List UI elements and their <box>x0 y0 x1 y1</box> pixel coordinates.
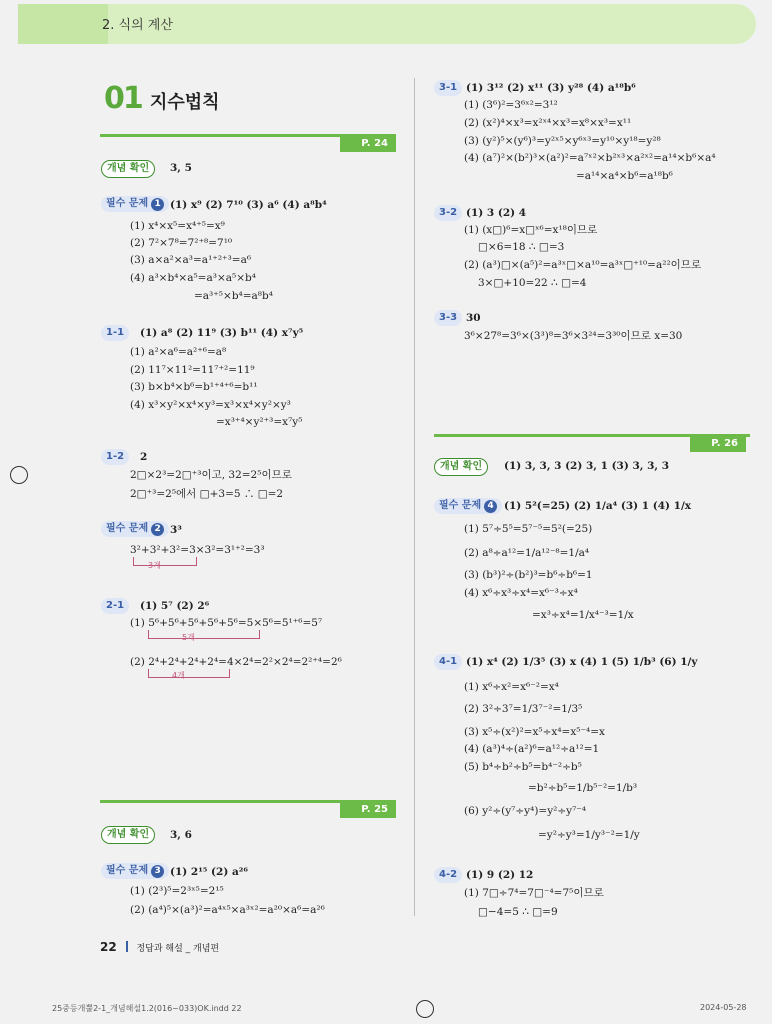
solution-line: (1) x⁶÷x²=x⁶⁻²=x⁴ <box>464 681 559 693</box>
solution-line: (1) (2³)⁵=2³ˣ⁵=2¹⁵ <box>130 885 224 897</box>
solution-line: (1) (3⁶)²=3⁶ˣ²=3¹² <box>464 99 558 111</box>
solution-line: (2) (a⁴)⁵×(a³)²=a⁴ˣ⁵×a³ˣ²=a²⁰×a⁶=a²⁶ <box>130 904 325 916</box>
solution-line: (2) a⁸÷a¹²=1/a¹²⁻⁸=1/a⁴ <box>464 547 590 559</box>
chapter-title: 2. 식의 계산 <box>102 18 173 33</box>
must-badge-4: 필수 문제 4 <box>434 498 502 514</box>
concept-badge: 개념 확인 <box>101 826 155 844</box>
registration-mark-icon <box>416 1000 434 1018</box>
answer: 3, 6 <box>170 829 192 841</box>
solution-line: (3) (y²)⁵×(y⁶)³=y²ˣ⁵×y⁶ˣ³=y¹⁰×y¹⁸=y²⁸ <box>464 135 661 147</box>
solution-line: (1) 5⁶+5⁶+5⁶+5⁶+5⁶=5×5⁶=5¹⁺⁶=5⁷ <box>130 617 323 629</box>
bracket <box>148 669 230 678</box>
answer: 30 <box>466 312 481 324</box>
answer: (1) x⁹ (2) 7¹⁰ (3) a⁶ (4) a⁸b⁴ <box>170 199 327 211</box>
solution-line: (3) b×b⁴×b⁶=b¹⁺⁴⁺⁶=b¹¹ <box>130 381 258 393</box>
solution-line: =a³⁺⁵×b⁴=a⁸b⁴ <box>194 290 273 302</box>
solution-line: □−4=5 ∴ □=9 <box>478 906 558 918</box>
solution-line: 3×□+10=22 ∴ □=4 <box>478 277 587 289</box>
solution-line: (1) x⁴×x⁵=x⁴⁺⁵=x⁹ <box>130 220 225 232</box>
answer: (1) x⁴ (2) 1/3⁵ (3) x (4) 1 (5) 1/b³ (6) 1/y <box>466 656 698 668</box>
problem-tag: 4-2 <box>434 867 462 883</box>
solution-line: (4) a³×b⁴×a⁵=a³×a⁵×b⁴ <box>130 272 256 284</box>
answer: 3³ <box>170 524 182 536</box>
file-slug: 25중등개뿔2-1_개념해설1.2(016~033)OK.indd 22 <box>52 1004 242 1013</box>
solution-line: =a¹⁴×a⁴×b⁶=a¹⁸b⁶ <box>576 170 673 182</box>
must-label: 필수 문제 <box>439 500 482 511</box>
problem-tag: 4-1 <box>434 654 462 670</box>
answer: (1) 3, 3, 3 (2) 3, 1 (3) 3, 3, 3 <box>504 460 670 472</box>
solution-line: (1) 5⁷÷5⁵=5⁷⁻⁵=5²(=25) <box>464 523 593 535</box>
solution-line: =x³÷x⁴=1/x⁴⁻³=1/x <box>532 609 634 621</box>
solution-line: (1) (x□)⁶=x□ˣ⁶=x¹⁸이므로 <box>464 224 598 236</box>
solution-line: =b²÷b⁵=1/b⁵⁻²=1/b³ <box>528 782 638 794</box>
registration-mark-icon <box>10 466 28 484</box>
solution-line: (2) (a³)□×(a⁵)²=a³ˣ□×a¹⁰=a³ˣ□⁺¹⁰=a²²이므로 <box>464 259 702 271</box>
solution-line: (1) 7□÷7⁴=7□⁻⁴=7⁵이므로 <box>464 887 604 899</box>
solution-line: (2) 7²×7⁸=7²⁺⁸=7¹⁰ <box>130 237 233 249</box>
count-mark: 3개 <box>148 561 161 570</box>
bracket <box>148 630 260 639</box>
section-number: 01 <box>104 81 142 116</box>
solution-line: (2) 3²÷3⁷=1/3⁷⁻²=1/3⁵ <box>464 703 583 715</box>
problem-tag: 3-1 <box>434 80 462 96</box>
solution-line: (4) x⁶÷x³÷x⁴=x⁶⁻³÷x⁴ <box>464 587 578 599</box>
solution-line: (4) (a⁷)²×(b²)³×(a²)²=a⁷ˣ²×b²ˣ³×a²ˣ²=a¹⁴×b⁶×a⁴ <box>464 152 716 164</box>
solution-line: 2□⁺³=2⁵에서 □+3=5 ∴ □=2 <box>130 488 284 500</box>
concept-badge: 개념 확인 <box>434 458 488 476</box>
problem-tag: 3-3 <box>434 310 462 326</box>
solution-line: 3⁶×27⁸=3⁶×(3³)⁸=3⁶×3²⁴=3³⁰이므로 x=30 <box>464 330 683 342</box>
answer: (1) 3¹² (2) x¹¹ (3) y²⁸ (4) a¹⁸b⁶ <box>466 82 636 94</box>
page-ref-25: P. 25 <box>340 802 396 818</box>
must-label: 필수 문제 <box>106 523 149 534</box>
page-ref-26: P. 26 <box>690 436 746 452</box>
solution-line: 3²+3²+3²=3×3²=3¹⁺²=3³ <box>130 544 265 556</box>
solution-line: (2) 11⁷×11²=11⁷⁺²=11⁹ <box>130 364 255 376</box>
page-ref-24: P. 24 <box>340 136 396 152</box>
bracket <box>133 557 197 566</box>
answer: (1) 9 (2) 12 <box>466 869 534 881</box>
column-divider <box>414 78 415 916</box>
footer-text: 정답과 해설 _ 개념편 <box>136 944 220 954</box>
print-date: 2024-05-28 <box>700 1003 747 1012</box>
problem-tag: 1-1 <box>101 325 129 341</box>
problem-tag: 3-2 <box>434 205 462 221</box>
solution-line: 2□×2³=2□⁺³이고, 32=2⁵이므로 <box>130 469 292 481</box>
must-badge-2: 필수 문제 2 <box>101 521 169 537</box>
answer: (1) 5²(=25) (2) 1/a⁴ (3) 1 (4) 1/x <box>504 500 692 512</box>
solution-line: □×6=18 ∴ □=3 <box>478 241 565 253</box>
count-mark: 4개 <box>172 671 185 680</box>
answer: 3, 5 <box>170 162 192 174</box>
answer: 2 <box>140 451 148 463</box>
problem-tag: 1-2 <box>101 449 129 465</box>
must-label: 필수 문제 <box>106 865 149 876</box>
must-badge-1: 필수 문제 1 <box>101 196 169 212</box>
solution-line: (4) x³×y²×x⁴×y³=x³×x⁴×y²×y³ <box>130 399 291 411</box>
page-footer <box>100 940 219 954</box>
answer: (1) a⁸ (2) 11⁹ (3) b¹¹ (4) x⁷y⁵ <box>140 327 304 339</box>
count-mark: 5개 <box>182 633 195 642</box>
solution-line: (2) (x²)⁴×x³=x²ˣ⁴×x³=x⁸×x³=x¹¹ <box>464 117 632 129</box>
solution-line: (4) (a³)⁴÷(a²)⁶=a¹²÷a¹²=1 <box>464 743 600 755</box>
solution-line: (3) x⁵÷(x²)²=x⁵÷x⁴=x⁵⁻⁴=x <box>464 726 605 738</box>
solution-line: (1) a²×a⁶=a²⁺⁶=a⁸ <box>130 346 227 358</box>
solution-line: =y²÷y³=1/y³⁻²=1/y <box>538 829 640 841</box>
section-title: 지수법칙 <box>150 92 220 113</box>
answer: (1) 2¹⁵ (2) a²⁶ <box>170 866 248 878</box>
solution-line: (3) (b³)²÷(b²)³=b⁶÷b⁶=1 <box>464 569 593 581</box>
solution-line: (3) a×a²×a³=a¹⁺²⁺³=a⁶ <box>130 254 252 266</box>
must-label: 필수 문제 <box>106 198 149 209</box>
page-number: 22 <box>100 940 117 954</box>
solution-line: (2) 2⁴+2⁴+2⁴+2⁴=4×2⁴=2²×2⁴=2²⁺⁴=2⁶ <box>130 656 342 668</box>
must-badge-3: 필수 문제 3 <box>101 863 169 879</box>
problem-tag: 2-1 <box>101 598 129 614</box>
concept-badge: 개념 확인 <box>101 160 155 178</box>
solution-line: (5) b⁴÷b²÷b⁵=b⁴⁻²÷b⁵ <box>464 761 582 773</box>
solution-line: =x³⁺⁴×y²⁺³=x⁷y⁵ <box>216 416 303 428</box>
solution-line: (6) y²÷(y⁷÷y⁴)=y²÷y⁷⁻⁴ <box>464 805 587 817</box>
answer: (1) 3 (2) 4 <box>466 207 527 219</box>
answer: (1) 5⁷ (2) 2⁶ <box>140 600 210 612</box>
